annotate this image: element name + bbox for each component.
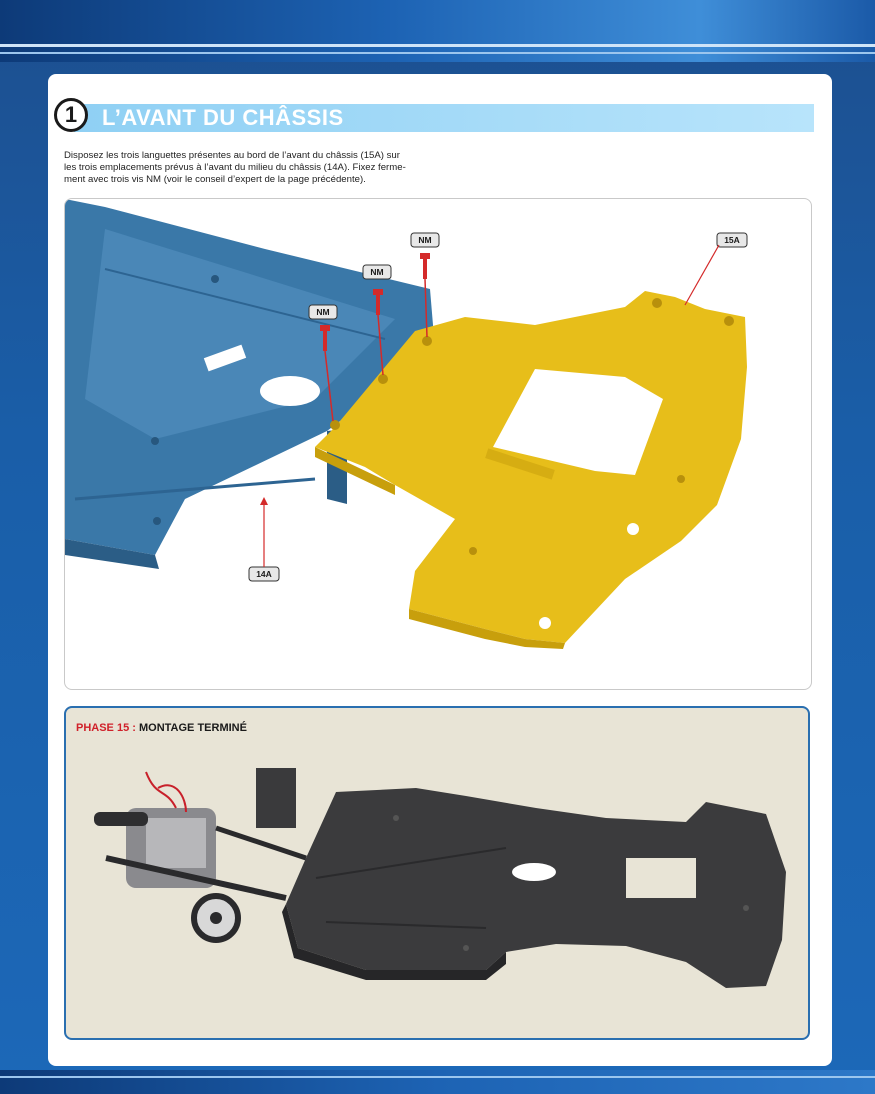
engine-assembly — [94, 768, 306, 940]
callout-nm-3-label: NM — [418, 235, 432, 245]
callout-nm-2 — [363, 265, 391, 279]
top-decorative-band — [0, 0, 875, 62]
step-number-badge: 1 — [54, 98, 88, 132]
callout-nm-2-label: NM — [370, 267, 384, 277]
callout-nm-1 — [309, 305, 337, 319]
instruction-page — [48, 74, 832, 1066]
phase-label: PHASE 15 : — [76, 722, 136, 734]
top-stripe — [0, 44, 875, 47]
bottom-stripe — [0, 1076, 875, 1078]
callout-15a-label: 15A — [724, 235, 740, 245]
phase-title: MONTAGE TERMINÉ — [138, 722, 247, 734]
step-title: L’AVANT DU CHÂSSIS — [102, 105, 344, 130]
callout-nm-3 — [411, 233, 439, 247]
callout-14a — [249, 497, 279, 581]
callout-14a-label: 14A — [256, 569, 272, 579]
callout-nm-1-label: NM — [316, 307, 330, 317]
completed-chassis-illustration — [66, 708, 808, 1038]
assembly-illustration — [65, 199, 811, 689]
top-stripe-thin — [0, 52, 875, 54]
phase-panel — [64, 706, 810, 1040]
assembly-diagram — [64, 198, 812, 690]
completed-chassis — [282, 788, 786, 988]
bottom-decorative-band — [0, 1070, 875, 1094]
step-header — [54, 98, 814, 134]
step-instructions: Disposez les trois languettes présentes au bord de l’avant du châssis (15A) sur les trois emplacements prévus à l’avant du milieu du châssis (14A). Fixez ferme- ment avec trois vis NM (voir le conseil d’expert de la page précédente). — [64, 150, 406, 185]
callout-15a — [685, 233, 747, 305]
